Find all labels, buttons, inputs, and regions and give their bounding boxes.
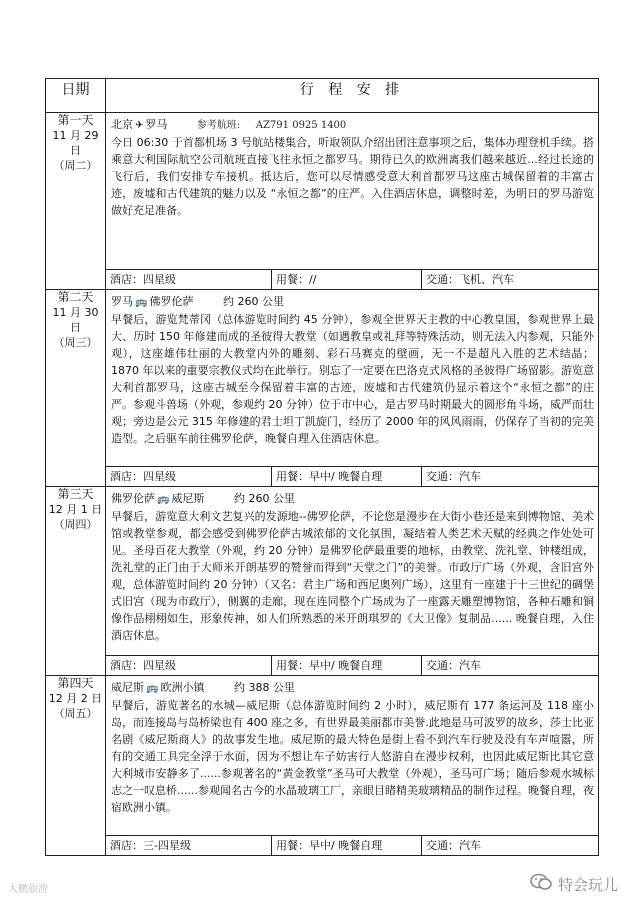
day-description: 早餐后，游览著名的水城—威尼斯（总体游览时间约 2 小时），威尼斯有 177 条运河及 118 座小岛，而连接岛与岛桥梁也有 400 座之多，有世界最美丽都市美誉.此地是马可波罗的故乡，莎士比亚名剧《威尼斯商人》的故事发生地。威尼斯的最大特色是街上看不到汽车行驶及没有车声喧嚣，所有的交通工具完全浮于水面，因为不想让车子妨害行人悠游自在漫步权利，也因此威尼斯比其它意大利城市安静多了......参观著名的“黄金教堂”圣马可大教堂（外观），圣马可广场；随后参观水城标志之一叹息桥......参观闻名古今的水晶玻璃工厂，亲眼目睹精美玻璃精品的制作过程。晚餐自理，夜宿欧洲小镇。 — [111, 699, 594, 814]
route-title — [111, 679, 594, 697]
flight-info: AZ791 0925 1400 — [255, 120, 347, 131]
hotel-info: 酒店：四星级 — [106, 270, 272, 289]
route-to: 威尼斯 — [171, 492, 205, 505]
day-cell — [46, 113, 106, 290]
meals-info: 用餐：// — [272, 270, 422, 289]
day-date: 12 月 2 日 — [48, 692, 103, 705]
transport-info: 交通：飞机、汽车 — [426, 273, 514, 286]
route-from: 佛罗伦萨 — [111, 492, 155, 505]
route-distance: 约 260 公里 — [222, 295, 284, 308]
route-title — [111, 293, 594, 311]
route-to: 佛罗伦萨 — [149, 295, 194, 308]
day-date: 11 月 29 日 — [52, 129, 99, 157]
day-meta-row — [106, 835, 598, 855]
day-date: 11 月 30 日 — [52, 306, 99, 334]
day-date: 12 月 1 日 — [48, 503, 103, 516]
day-description-block — [106, 290, 598, 466]
day-name: 第一天 — [57, 113, 94, 127]
meals-info: 用餐：早中/ 晚餐自理 — [272, 836, 422, 855]
route-to: 罗马 — [145, 118, 168, 131]
meals-info: 用餐：早中/ 晚餐自理 — [272, 656, 422, 675]
day-plan-cell — [106, 676, 599, 856]
route-title — [111, 116, 594, 134]
day-meta-row — [106, 466, 598, 486]
day-name: 第三天 — [57, 487, 94, 501]
day-name: 第四天 — [57, 676, 94, 690]
day-description-block — [106, 676, 598, 835]
bus-icon: 🚌 — [135, 297, 148, 308]
route-title — [111, 490, 594, 508]
day-description: 早餐后，游览意大利文艺复兴的发源地--佛罗伦萨，不论您是漫步在大街小巷还是来到博物馆、美术馆或教堂参观，都会感受到佛罗伦萨古城浓郁的文化氛围，凝结着人类艺术天赋的经典之作处处可见。圣母百花大教堂（外观，约 20 分钟）是佛罗伦萨最重要的地标，由教堂、洗礼堂、钟楼组成，洗礼堂的正门由于大师米开朗基罗的赞誉而得到“天堂之门”的美誉。市政厅广场（外观，含旧宫外观，总体游览时间约 20 分钟）（又名：君主广场和西尼奥列广场），这里有一座建于十三世纪的碉堡式旧宫（现为市政厅），侧翼的走廊，现在连同整个广场成为了一座露天雕塑博物馆，各种石雕和铜像作品栩栩如生，形象传神，如人们所熟悉的米开朗琪罗的《大卫像》复制品...... 晚餐自理，入住酒店休息。 — [111, 510, 594, 642]
route-to: 欧洲小镇 — [160, 681, 205, 694]
wechat-bubble-icon — [530, 873, 552, 895]
day-description: 今日 06:30 于首都机场 3 号航站楼集合，听取领队介绍出团注意事项之后，集体办理登机手续。搭乘意大利国际航空公司航班直接飞往永恒之都罗马。期待已久的欧洲离我们越来越近...经过长途的飞行后，我们安排专车接机。抵达后，您可以尽情感受意大利首都罗马这座古城保留着的丰富古迹，废墟和古代建筑的魅力以及 “永恒之都”的庄严。入住酒店休息，调整时差，为明日的罗马游览做好充足准备。 — [111, 136, 594, 217]
day-cell — [46, 290, 106, 487]
day-meta-row — [106, 655, 598, 675]
day-plan-cell — [106, 487, 599, 676]
watermark-left: 大鹏旅游 — [8, 884, 48, 895]
transport-info: 交通：汽车 — [426, 659, 481, 672]
day-row — [46, 487, 599, 676]
route-from: 罗马 — [111, 295, 133, 308]
hotel-info: 酒店：四星级 — [106, 656, 272, 675]
day-row — [46, 676, 599, 856]
itinerary-table — [45, 78, 599, 856]
day-row — [46, 290, 599, 487]
day-name: 第二天 — [57, 290, 94, 304]
day-cell — [46, 487, 106, 676]
plan-column-header — [106, 79, 599, 113]
transport-info: 交通：汽车 — [426, 839, 481, 852]
route-distance: 约 388 公里 — [233, 681, 295, 694]
route-from: 北京 — [111, 118, 133, 131]
bus-icon: 🚌 — [146, 683, 159, 694]
hotel-info: 酒店：四星级 — [106, 467, 272, 486]
day-cell — [46, 676, 106, 856]
bus-icon: 🚌 — [157, 494, 170, 505]
day-description-block — [106, 113, 598, 269]
route-from: 威尼斯 — [111, 681, 144, 694]
day-description-block — [106, 487, 598, 655]
route-distance: 约 260 公里 — [233, 492, 295, 505]
day-weekday: （周三） — [53, 336, 98, 349]
transport-info: 交通：汽车 — [426, 470, 481, 483]
meals-info: 用餐：早中/ 晚餐自理 — [272, 467, 422, 486]
day-weekday: （周二） — [53, 159, 98, 172]
day-weekday: （周四） — [53, 518, 98, 531]
date-column-header: 日期 — [46, 79, 106, 113]
watermark-text: 特会玩儿 — [557, 875, 618, 894]
day-description: 早餐后，游览梵蒂冈（总体游览时间约 45 分钟），参观全世界天主教的中心教皇国，参观世界上最大、历时 150 年修建而成的圣彼得大教堂（如遇教皇或礼拜等特殊活动，则无法入内参观，只能外观），这座雄伟壮丽的大教堂内外的雕刻、彩石马赛克的壁画，无一不是超凡入胜的艺术结晶；1870 年以来的重要宗教仪式均在此举行。别忘了一定要在巴洛克式风格的圣彼得广场留影。游览意大利首都罗马，这座古城至今保留着丰富的古迹，废墟和古代建筑仍显示着这个“永恒之都”的庄严。参观斗兽场（外观，参观约 20 分钟）位于市中心，是古罗马时期最大的圆形角斗场，威严而壮观；旁边是公元 315 年修建的君士坦丁凯旋门，经历了 2000 年的风风雨雨，仍保存了当初的完美造型。之后驱车前往佛罗伦萨，晚餐自理入住酒店休息。 — [111, 313, 594, 445]
watermark — [530, 873, 618, 895]
plan-column-header-text: 行 程 安 排 — [299, 82, 405, 98]
day-plan-cell — [106, 290, 599, 487]
hotel-info: 酒店：三-四星级 — [106, 836, 272, 855]
day-meta-row — [106, 269, 598, 289]
flight-ref-label: 参考航班: — [196, 120, 241, 131]
day-row — [46, 113, 599, 290]
header-row — [46, 79, 599, 113]
day-plan-cell — [106, 113, 599, 290]
day-weekday: （周五） — [53, 707, 98, 720]
plane-icon: ✈ — [135, 120, 144, 131]
